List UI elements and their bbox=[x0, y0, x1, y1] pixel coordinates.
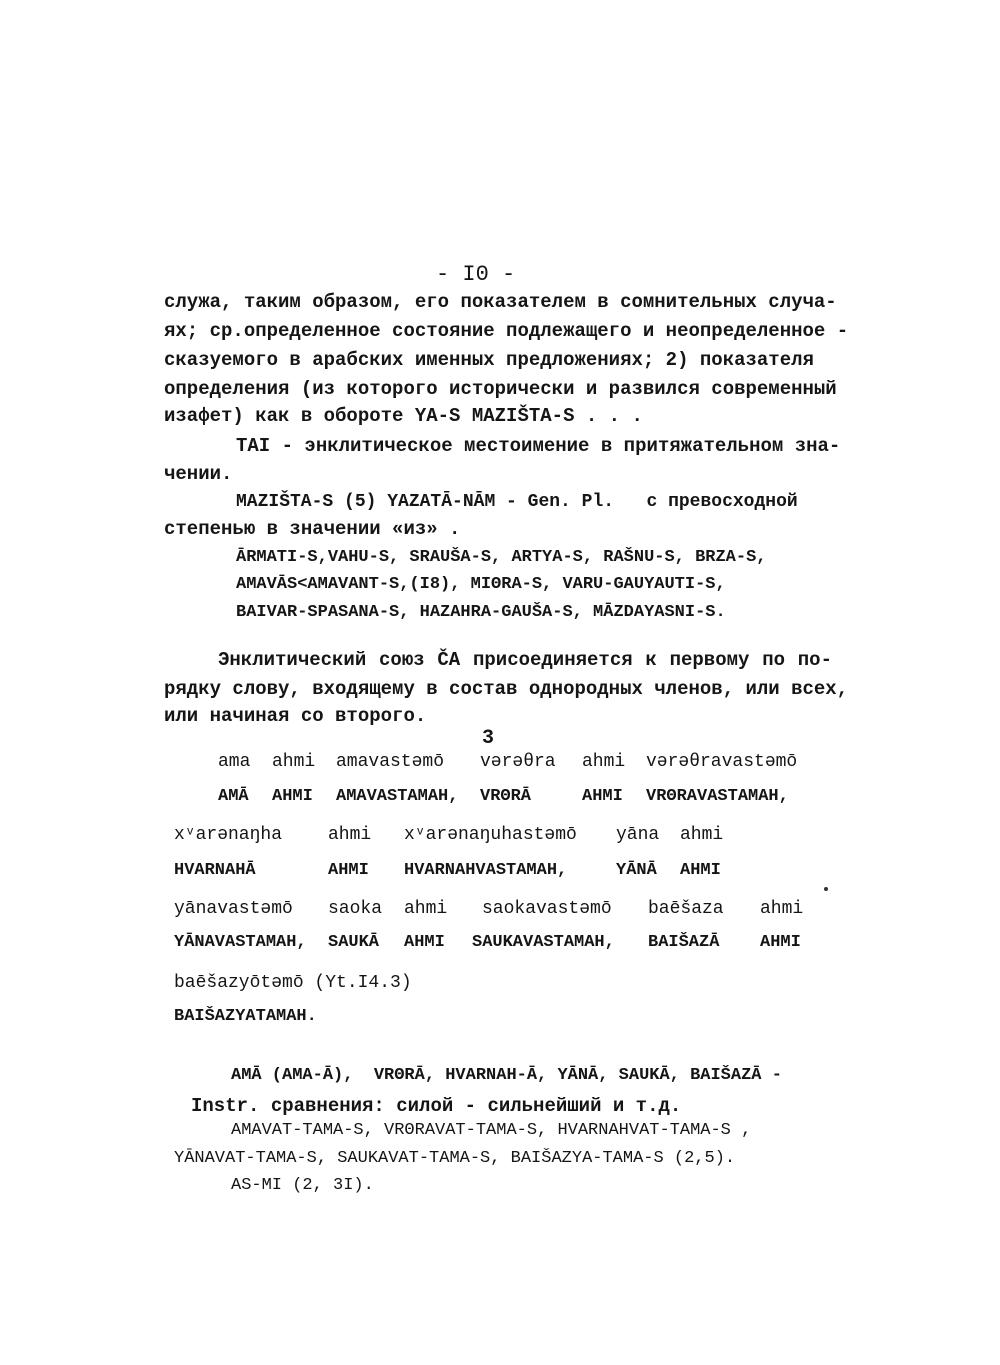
avestan-word: ahmi bbox=[328, 825, 372, 845]
avestan-word: saokavastəmō bbox=[482, 899, 612, 919]
transcription-word: HVARNAHVASTAMAH, bbox=[404, 861, 568, 880]
avestan-word: vərəθra bbox=[480, 752, 556, 772]
page-number: - I0 - bbox=[436, 262, 516, 287]
transcription-word: BAIŠAZYATAMAH. bbox=[174, 1007, 317, 1026]
avestan-word: ahmi bbox=[760, 899, 804, 919]
avestan-word: ahmi bbox=[404, 899, 448, 919]
footnote-marker: 3 bbox=[482, 727, 495, 750]
transcription-word: AHMI bbox=[760, 933, 801, 952]
transcription-word: BAIŠAZĀ bbox=[648, 933, 720, 952]
paragraph-line: ях; ср.определенное состояние подлежащего и неопределенное - bbox=[164, 320, 849, 342]
avestan-word: yānavastəmō bbox=[174, 899, 293, 919]
bottom-paragraph-line: YĀNAVAT-TAMA-S, SAUKAVAT-TAMA-S, BAIŠAZYA-TAMA-S (2,5). bbox=[174, 1149, 736, 1168]
transcription-word: AHMI bbox=[404, 933, 445, 952]
ca-paragraph-line: Энклитический союз ČA присоединяется к первому по по- bbox=[218, 649, 832, 671]
transcription-word: YĀNĀ bbox=[616, 861, 657, 880]
avestan-word: baēšazyōtəmō (Yt.I4.3) bbox=[174, 973, 412, 993]
transcription-word: AHMI bbox=[272, 787, 313, 806]
names-list-line: AMAVĀS<AMAVANT-S,(I8), MIΘRA-S, VARU-GAUYAUTI-S, bbox=[236, 575, 726, 594]
bottom-paragraph-line: AMĀ (AMA-Ā), VRΘRĀ, HVARNAH-Ā, YĀNĀ, SAUKĀ, BAIŠAZĀ - bbox=[231, 1066, 782, 1085]
avestan-word: baēšaza bbox=[648, 899, 724, 919]
tai-paragraph-line: чении. bbox=[164, 463, 233, 485]
paragraph-line: определения (из которого исторически и развился современный bbox=[164, 378, 837, 400]
avestan-word: ama bbox=[218, 752, 251, 772]
mazista-line: степенью в значении «из» . bbox=[164, 518, 461, 540]
tai-paragraph-line: TAI - энклитическое местоимение в притяжательном зна- bbox=[236, 435, 841, 457]
transcription-word: AMAVASTAMAH, bbox=[336, 787, 459, 806]
transcription-word: AHMI bbox=[582, 787, 623, 806]
bottom-paragraph-line: AS-MI (2, 3I). bbox=[231, 1176, 374, 1195]
transcription-word: SAUKAVASTAMAH, bbox=[472, 933, 615, 952]
avestan-word: ahmi bbox=[680, 825, 724, 845]
mazista-line: MAZIŠTA-S (5) YAZATĀ-NĀM - Gen. Pl. с превосходной bbox=[236, 492, 798, 512]
avestan-word: saoka bbox=[328, 899, 383, 919]
transcription-word: HVARNAHĀ bbox=[174, 861, 256, 880]
ink-speck bbox=[824, 887, 828, 891]
transcription-word: YĀNAVASTAMAH, bbox=[174, 933, 307, 952]
ca-paragraph-line: рядку слову, входящему в состав однородных членов, или всех, bbox=[164, 678, 849, 700]
bottom-paragraph-line: Instr. сравнения: силой - сильнейший и т.д. bbox=[191, 1095, 682, 1117]
transcription-word: AHMI bbox=[328, 861, 369, 880]
avestan-word: vərəθravastəmō bbox=[646, 752, 798, 772]
avestan-word: ahmi bbox=[272, 752, 316, 772]
paragraph-line: сказуемого в арабских именных предложениях; 2) показателя bbox=[164, 349, 814, 371]
paragraph-line: служа, таким образом, его показателем в сомнительных случа- bbox=[164, 291, 837, 313]
transcription-word: AHMI bbox=[680, 861, 721, 880]
avestan-word: yāna bbox=[616, 825, 660, 845]
names-list-line: BAIVAR-SPASANA-S, HAZAHRA-GAUŠA-S, MĀZDAYASNI-S. bbox=[236, 603, 726, 622]
names-list-line: ĀRMATI-S,VAHU-S, SRAUŠA-S, ARTYA-S, RAŠNU-S, BRZA-S, bbox=[236, 548, 767, 567]
transcription-word: VRΘRAVASTAMAH, bbox=[646, 787, 789, 806]
paragraph-line: изафет) как в обороте YA-S MAZIŠTA-S . . . bbox=[164, 405, 643, 427]
transcription-word: SAUKĀ bbox=[328, 933, 380, 952]
transcription-word: VRΘRĀ bbox=[480, 787, 532, 806]
avestan-word: ahmi bbox=[582, 752, 626, 772]
avestan-word: xᵛarənaŋha bbox=[174, 825, 283, 845]
ca-paragraph-line: или начиная со второго. bbox=[164, 705, 427, 727]
avestan-word: xᵛarənaŋuhastəmō bbox=[404, 825, 577, 845]
transcription-word: AMĀ bbox=[218, 787, 249, 806]
avestan-word: amavastəmō bbox=[336, 752, 445, 772]
bottom-paragraph-line: AMAVAT-TAMA-S, VRΘRAVAT-TAMA-S, HVARNAHVAT-TAMA-S , bbox=[231, 1121, 752, 1140]
